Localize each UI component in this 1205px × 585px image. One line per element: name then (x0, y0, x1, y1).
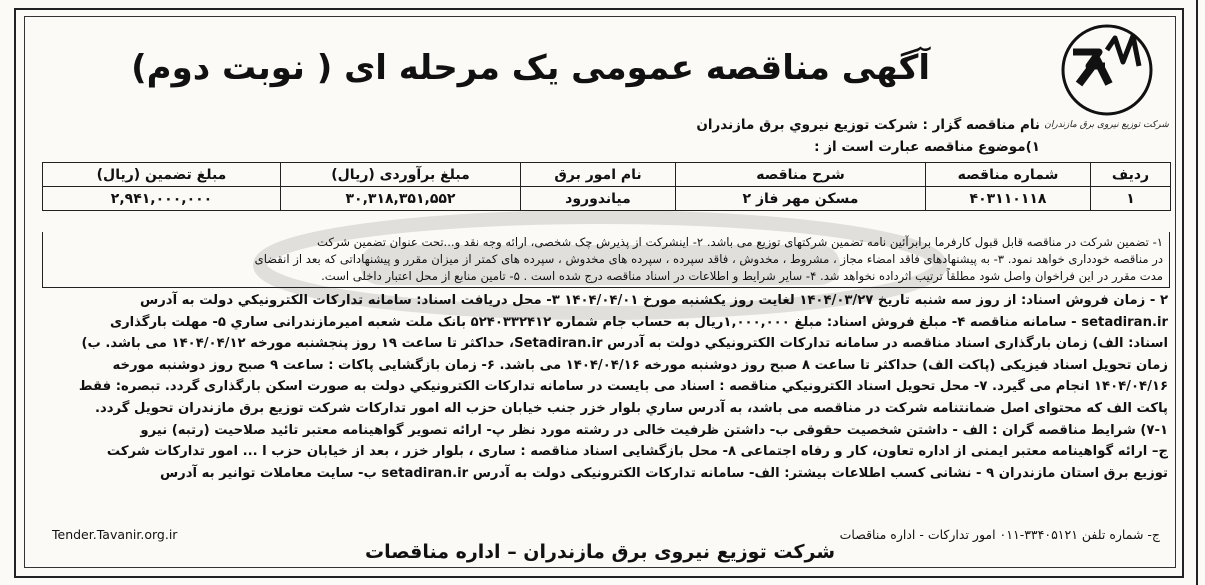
header-guarantee: مبلغ تضمین (ریال) (43, 163, 281, 187)
cell-description: مسکن مهر فاز ۲ (676, 187, 926, 211)
cell-district: میاندورود (521, 187, 676, 211)
notice-title: آگهی مناقصه عمومی یک مرحله ای ( نوبت دوم) (131, 48, 930, 88)
body-line: اسناد: الف) زمان بارگذاری اسناد مناقصه در سامانه تداركات الكترونيكي دولت به آدرس Setadiran.ir، حداکثر تا ساعت ۱۹ روز پنجشنبه مورخه ۱۴۰۴/۰۴/۱۲ می باشد. ب) (81, 336, 1168, 352)
company-logo-icon (1059, 22, 1155, 118)
body-line: ۲ - زمان فروش اسناد: از روز سه شنبه تاریخ ۱۴۰۴/۰۳/۲۷ لغایت روز یکشنبه مورخ ۱۴۰۴/۰۴/۰۱ ۳- محل دریافت اسناد: سامانه تداركات الكترونيكي دولت به آدرس (140, 293, 1168, 308)
body-line: ۷-۱) شرایط مناقصه گران : الف - داشتن شخصیت حقوقی ب- داشتن ظرفیت خالی در رشته مورد نظر پ- ارائه تصویر گواهینامه معتبر تائید صلاحیت (رتبه) نیرو (140, 422, 1168, 438)
company-logo (1044, 22, 1169, 152)
organizer-line: نام مناقصه گزار : شرکت توزيع نيروي برق مازندران (696, 117, 1040, 133)
body-line: زمان تحویل اسناد فیزیکی (پاکت الف) حداکثر تا ساعت ۸ صبح روز دوشنبه مورخه ۱۴۰۴/۰۴/۱۶ می باشد. ۶- زمان بازگشایی پاکات : ساعت ۹ صبح روز دوشنبه مورخه (112, 357, 1168, 373)
cell-tender-number: ۴۰۳۱۱۰۱۱۸ (926, 187, 1091, 211)
header-description: شرح مناقصه (676, 163, 926, 187)
tavanir-website: Tender.Tavanir.org.ir (52, 527, 178, 542)
notes-line: ۱- تضمین شرکت در مناقصه قابل قبول کارفرما برابرآئین نامه تضمین شرکتهای توزیع می باشد. ۲- اینشرکت از پذیرش چک شخصی، ارائه وجه نقد و...تحت عنوان تضمین شرکت (316, 235, 1163, 249)
notes-line: در مناقصه خودداری خواهد نمود. ۳- به پیشنهادهای فاقد امضاء مجاز ، مشروط ، مخدوش ، فاقد سپرده ، سپرده های مخدوش ، سپرده های کمتر از میزان مقرر و پیشنهاداتی که بعد از انقضای (254, 252, 1163, 266)
cell-estimate: ۳۰,۳۱۸,۳۵۱,۵۵۲ (281, 187, 521, 211)
subject-line: ۱)موضوع مناقصه عبارت است از : (814, 139, 1040, 155)
body-line: ۱۴۰۴/۰۴/۱۶ انجام می گیرد. ۷- محل تحویل اسناد الكترونيكي مناقصه : اسناد می بایست در سامانه تداركات الكترونيكي دولت به صورت اسکن بارگذاری گردد. تبصره: فقط (78, 379, 1168, 395)
body-line: پاكت الف كه محتوای اصل ضمانتنامه شركت در مناقصه می باشد، به آدرس ساري بلوار خزر جنب خيابان حزب اله امور تداركات شركت توزيع برق مازندران تحويل گردد. (94, 400, 1168, 416)
body-line: توزیع برق استان مازندران ۹ - نشانی کسب اطلاعات بیشتر: الف- سامانه تدارکات الکترونیکی دولت به آدرس setadiran.ir ب- سایت معاملات توانیر به آدرس (159, 465, 1168, 481)
contact-line: ج- شماره تلفن ۳۳۴۰۵۱۲۱-۰۱۱ امور تدارکات - اداره مناقصات (839, 527, 1160, 542)
notes-box (42, 232, 1170, 288)
header-row-no: ردیف (1091, 163, 1171, 187)
table-row (43, 187, 1171, 211)
notice-body (46, 290, 1168, 520)
column-rule (1196, 0, 1198, 585)
tender-table (42, 162, 1171, 211)
notes-line: مدت مقرر در این فراخوان واصل شود مطلقاً ترتیب اثرداده نخواهد شد. ۴- سایر شرایط و اطلاعات در اسناد مناقصه درج شده است . ۵- تامین منابع از محل اعتبار داخلی است. (321, 269, 1163, 283)
logo-caption: شرکت توزیع نیروی برق مازندران (1044, 120, 1169, 130)
header-tender-number: شماره مناقصه (926, 163, 1091, 187)
body-line: ج– ارائه گواهینامه معتبر ایمنی از اداره تعاون، کار و رفاه اجتماعی ۸- محل بازگشایی اسناد مناقصه : ساری ، بلوار خزر ، بعد از خیابان حزب ا ... امور تدارکات شرکت (106, 444, 1168, 460)
header-estimate: مبلغ برآوردی (ریال) (281, 163, 521, 187)
header-district: نام امور برق (521, 163, 676, 187)
body-line: setadiran.ir - سامانه مناقصه ۴- مبلغ فروش اسناد: مبلغ ۱,۰۰۰,۰۰۰ریال به حساب جام شماره ۵۲۴۰۳۳۲۴۱۲ بانک ملت شعبه امیرمازندرانی ساري ۵- مهلت بارگذاری (109, 314, 1168, 330)
footer-signature: شرکت توزیع نیروی برق مازندران – اداره مناقصات (364, 541, 836, 563)
cell-row-no: ۱ (1091, 187, 1171, 211)
table-header-row (43, 163, 1171, 187)
cell-guarantee: ۲,۹۴۱,۰۰۰,۰۰۰ (43, 187, 281, 211)
